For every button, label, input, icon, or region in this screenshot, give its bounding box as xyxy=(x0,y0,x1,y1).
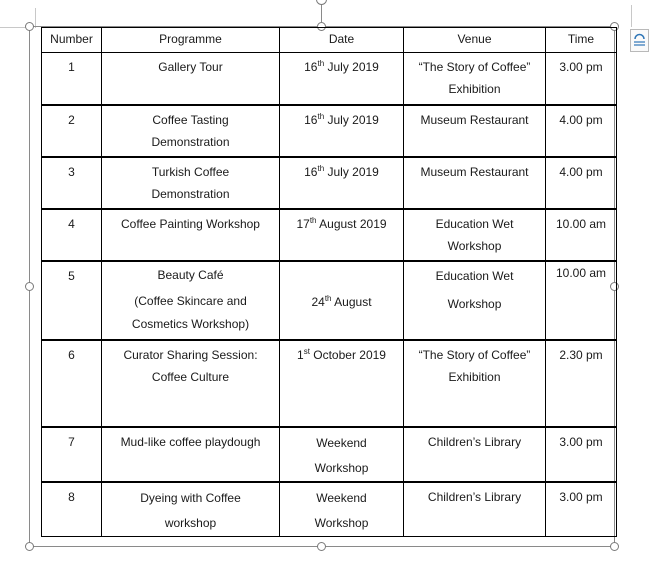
cell-time: 3.00 pm xyxy=(546,482,617,537)
cell-programme: Turkish Coffee Demonstration xyxy=(102,157,280,209)
table-row xyxy=(42,209,617,261)
header-programme: Programme xyxy=(102,28,280,53)
layout-options-icon xyxy=(633,33,646,48)
cell-number: 6 xyxy=(42,340,102,427)
cell-date: 24th August xyxy=(280,261,404,340)
cell-venue: Children’s Library xyxy=(404,482,546,537)
table-row xyxy=(42,53,617,105)
cell-time: 4.00 pm xyxy=(546,105,617,157)
table-row xyxy=(42,340,617,427)
cell-venue: Education Wet Workshop xyxy=(404,261,546,340)
cell-date: 16th July 2019 xyxy=(280,53,404,105)
table-row xyxy=(42,427,617,482)
margin-guide-right xyxy=(631,5,632,27)
table-row xyxy=(42,105,617,157)
cell-number: 1 xyxy=(42,53,102,105)
header-time: Time xyxy=(546,28,617,53)
cell-date: 16th July 2019 xyxy=(280,157,404,209)
cell-programme: Curator Sharing Session: Coffee Culture xyxy=(102,340,280,427)
cell-programme: Coffee Painting Workshop xyxy=(102,209,280,261)
cell-venue: “The Story of Coffee” Exhibition xyxy=(404,340,546,427)
cell-programme: Dyeing with Coffee workshop xyxy=(102,482,280,537)
cell-venue: Children’s Library xyxy=(404,427,546,482)
cell-venue: Museum Restaurant xyxy=(404,105,546,157)
programme-table xyxy=(41,27,617,537)
cell-date: Weekend Workshop xyxy=(280,482,404,537)
cell-date: 1st October 2019 xyxy=(280,340,404,427)
cell-programme: Coffee Tasting Demonstration xyxy=(102,105,280,157)
cell-programme: Beauty Café (Coffee Skincare and Cosmetics Workshop) xyxy=(102,261,280,340)
resize-handle-middle-left[interactable] xyxy=(25,282,34,291)
cell-venue: “The Story of Coffee” Exhibition xyxy=(404,53,546,105)
header-date: Date xyxy=(280,28,404,53)
cell-number: 3 xyxy=(42,157,102,209)
cell-number: 4 xyxy=(42,209,102,261)
cell-time: 10.00 am xyxy=(546,261,617,340)
cell-date: 17th August 2019 xyxy=(280,209,404,261)
cell-number: 7 xyxy=(42,427,102,482)
header-number: Number xyxy=(42,28,102,53)
cell-number: 8 xyxy=(42,482,102,537)
cell-time: 3.00 pm xyxy=(546,53,617,105)
rotate-handle[interactable] xyxy=(316,0,327,5)
cell-date: 16th July 2019 xyxy=(280,105,404,157)
cell-time: 10.00 am xyxy=(546,209,617,261)
resize-handle-bottom-center[interactable] xyxy=(317,542,326,551)
resize-handle-bottom-right[interactable] xyxy=(610,542,619,551)
cell-time: 3.00 pm xyxy=(546,427,617,482)
cell-programme: Mud-like coffee playdough xyxy=(102,427,280,482)
resize-handle-bottom-left[interactable] xyxy=(25,542,34,551)
cell-number: 2 xyxy=(42,105,102,157)
cell-programme: Gallery Tour xyxy=(102,53,280,105)
layout-options-button[interactable] xyxy=(630,29,649,52)
margin-guide-vertical xyxy=(35,8,36,28)
header-venue: Venue xyxy=(404,28,546,53)
cell-venue: Museum Restaurant xyxy=(404,157,546,209)
resize-handle-top-left[interactable] xyxy=(25,22,34,31)
header-row xyxy=(42,28,617,53)
cell-time: 2.30 pm xyxy=(546,340,617,427)
table-row xyxy=(42,261,617,340)
cell-time: 4.00 pm xyxy=(546,157,617,209)
table-row xyxy=(42,157,617,209)
cell-venue: Education Wet Workshop xyxy=(404,209,546,261)
cell-number: 5 xyxy=(42,261,102,340)
cell-date: Weekend Workshop xyxy=(280,427,404,482)
table-row xyxy=(42,482,617,537)
